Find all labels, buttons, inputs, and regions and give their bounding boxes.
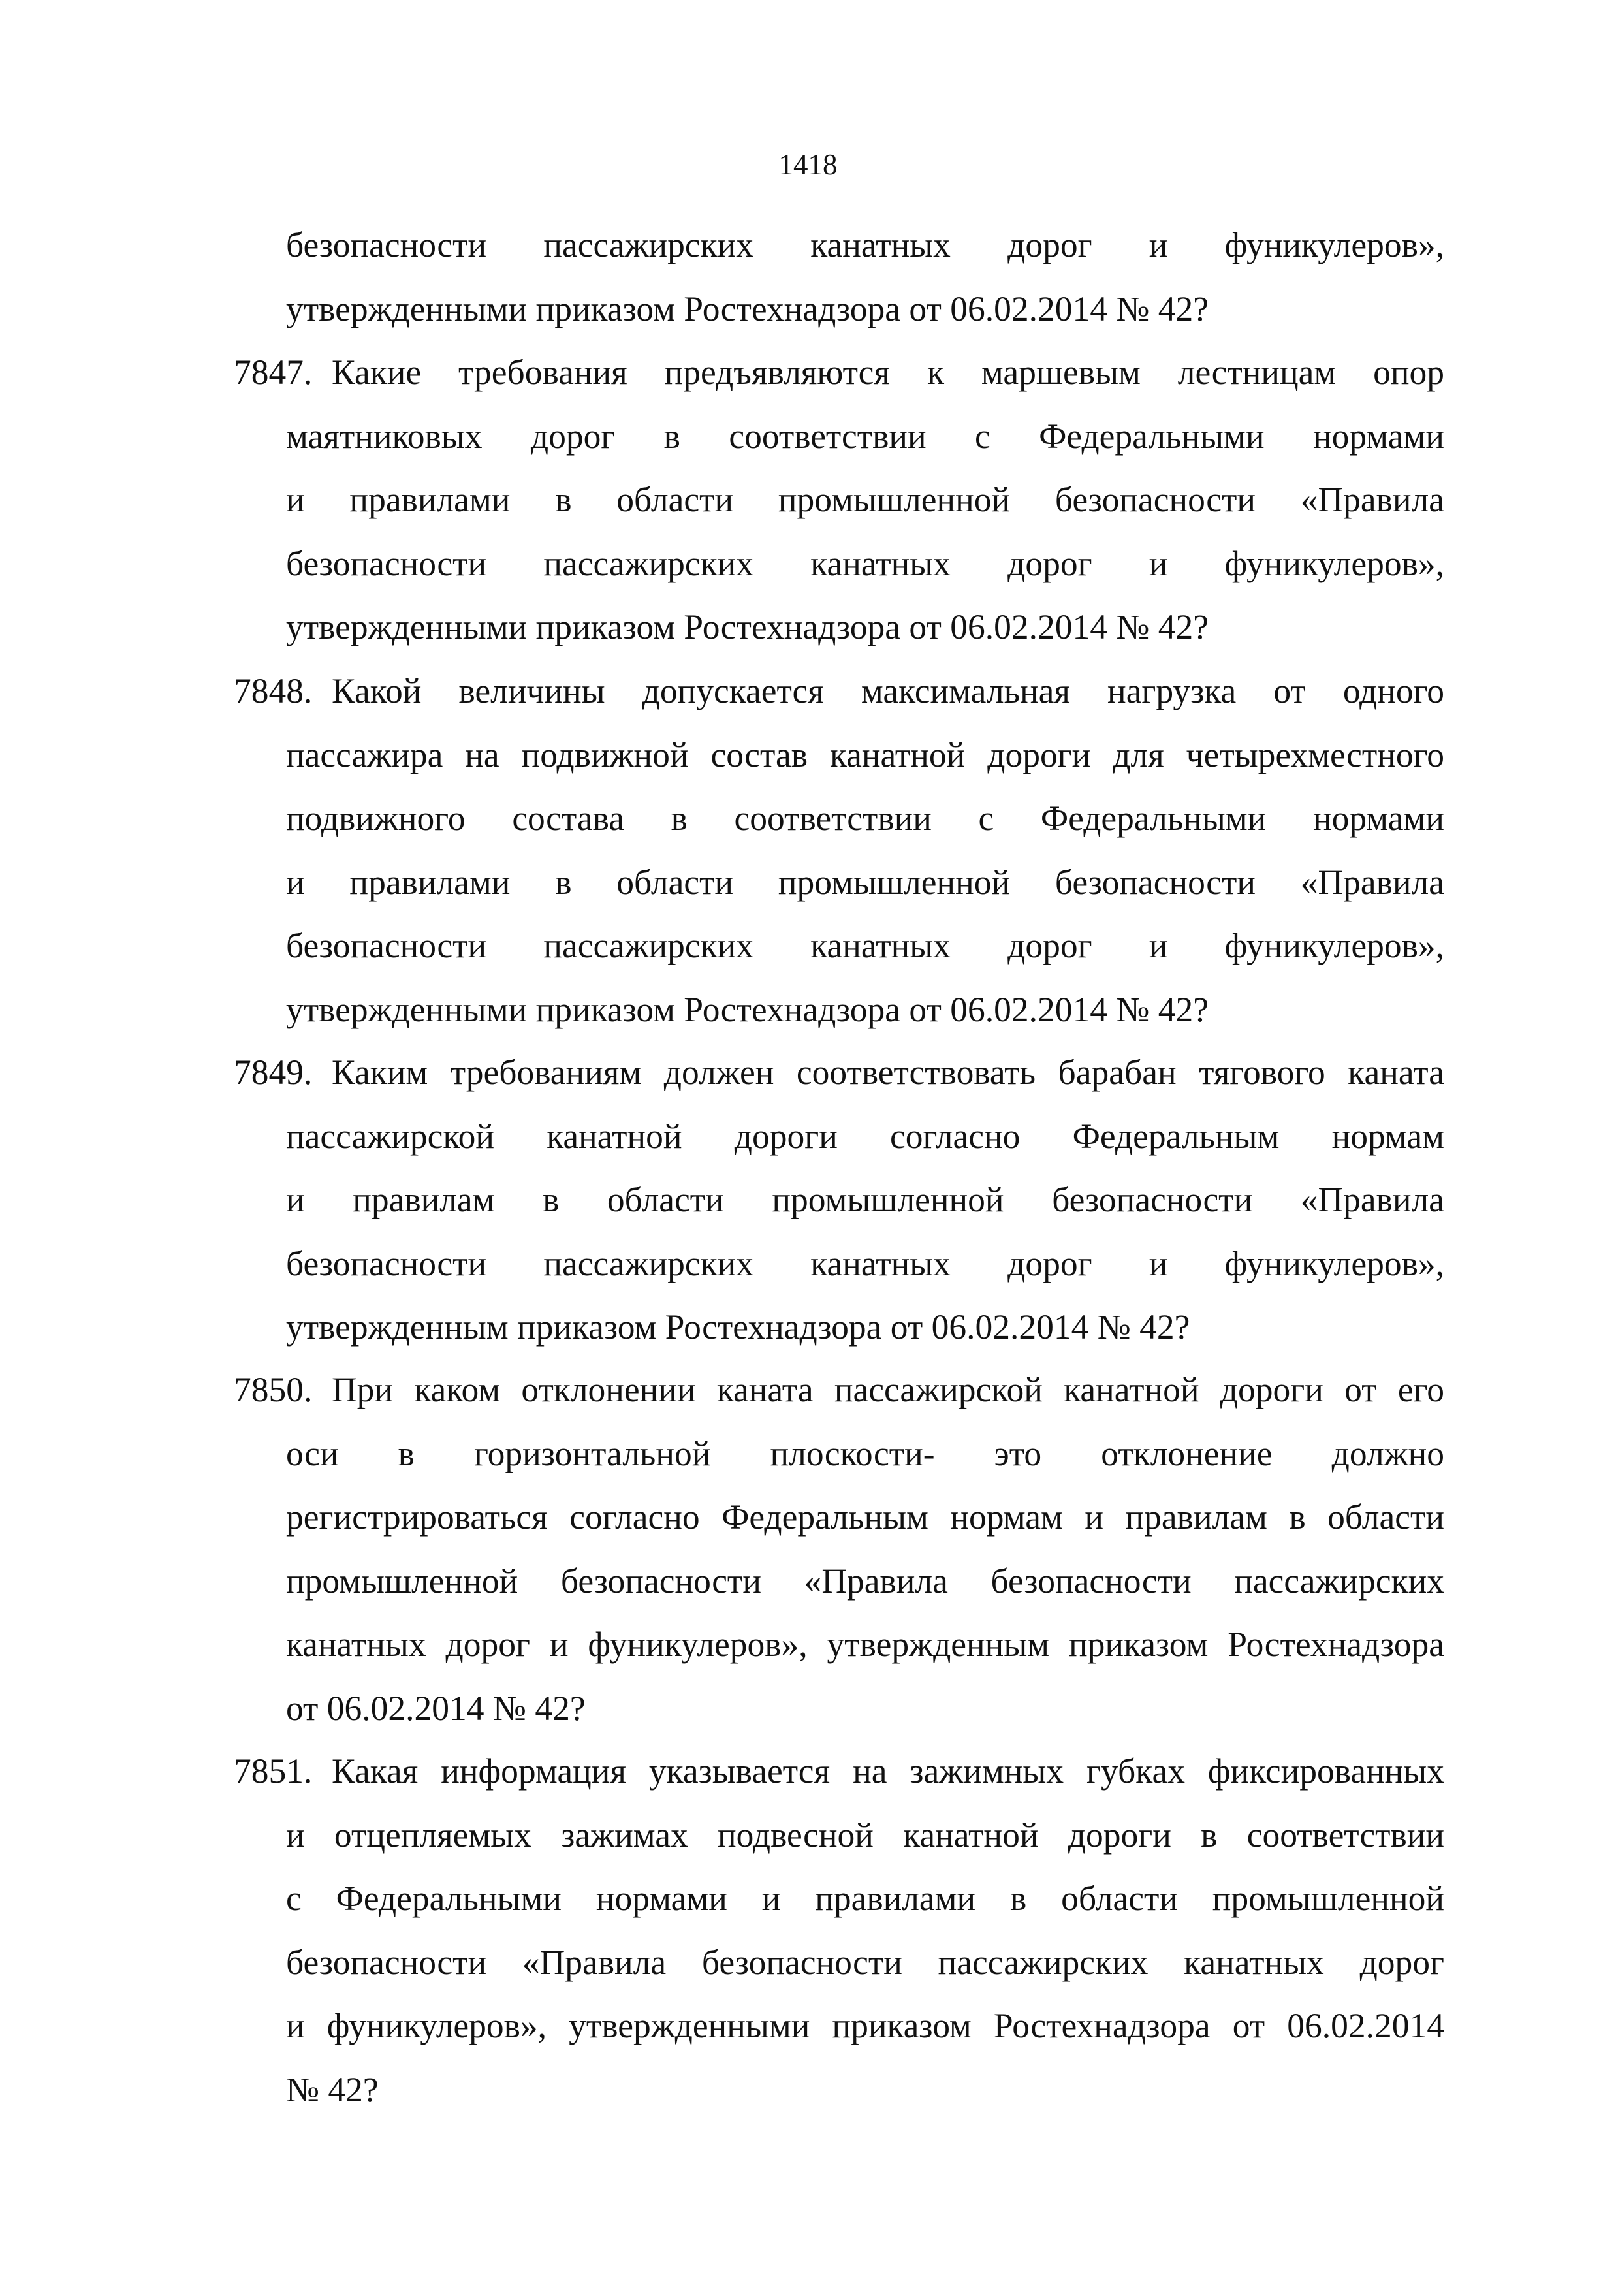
text-line: Каким требованиям должен соответствовать барабан тягового каната	[332, 1053, 1444, 1092]
question-number: 7849.	[234, 1053, 313, 1092]
text-line: подвижного состава в соответствии с Федеральными нормами	[286, 799, 1444, 838]
text-line: утвержденным приказом Ростехнадзора от 06.02.2014 № 42?	[286, 1307, 1190, 1347]
text-line: пассажирской канатной дороги согласно Федеральным нормам	[286, 1116, 1444, 1156]
text-line: № 42?	[286, 2069, 379, 2109]
text-line: от 06.02.2014 № 42?	[286, 1688, 586, 1728]
text-line: и правилами в области промышленной безопасности «Правила	[286, 862, 1444, 902]
text-line: оси в горизонтальной плоскости- это отклонение должно	[286, 1433, 1444, 1473]
text-line: безопасности «Правила безопасности пассажирских канатных дорог	[286, 1942, 1444, 1982]
text-line: промышленной безопасности «Правила безопасности пассажирских	[286, 1561, 1444, 1601]
continuation-text	[286, 214, 1444, 341]
text-line: Какая информация указывается на зажимных губках фиксированных	[332, 1751, 1444, 1791]
text-line: Какие требования предъявляются к маршевым лестницам опор	[332, 353, 1444, 392]
question-number: 7851.	[234, 1751, 313, 1791]
question-item	[234, 1358, 1444, 1740]
question-item	[234, 660, 1444, 1042]
text-line: безопасности пассажирских канатных дорог и фуникулеров»,	[286, 225, 1444, 264]
text-line: и правилами в области промышленной безопасности «Правила	[286, 480, 1444, 519]
question-number: 7847.	[234, 353, 313, 392]
text-line: пассажира на подвижной состав канатной дороги для четырехместного	[286, 735, 1444, 774]
text-line: При каком отклонении каната пассажирской канатной дороги от его	[332, 1370, 1444, 1409]
text-line: утвержденными приказом Ростехнадзора от 06.02.2014 № 42?	[286, 989, 1209, 1029]
text-line: безопасности пассажирских канатных дорог и фуникулеров»,	[286, 926, 1444, 965]
text-line: и отцепляемых зажимах подвесной канатной дороги в соответствии	[286, 1815, 1444, 1855]
question-number: 7848.	[234, 671, 313, 710]
text-line: и фуникулеров», утвержденными приказом Ростехнадзора от 06.02.2014	[286, 2006, 1444, 2045]
page-number: 1418	[778, 148, 838, 181]
text-line: и правилам в области промышленной безопасности «Правила	[286, 1180, 1444, 1219]
text-line: Какой величины допускается максимальная нагрузка от одного	[332, 671, 1444, 710]
text-line: канатных дорог и фуникулеров», утвержденным приказом Ростехнадзора	[286, 1625, 1444, 1664]
text-line: регистрироваться согласно Федеральным нормам и правилам в области	[286, 1497, 1444, 1537]
question-item	[234, 1740, 1444, 2122]
question-item	[234, 1041, 1444, 1360]
text-line: безопасности пассажирских канатных дорог и фуникулеров»,	[286, 1243, 1444, 1283]
text-line: утвержденными приказом Ростехнадзора от 06.02.2014 № 42?	[286, 607, 1209, 646]
text-line: маятниковых дорог в соответствии с Федеральными нормами	[286, 416, 1444, 456]
question-number: 7850.	[234, 1370, 313, 1409]
text-line: безопасности пассажирских канатных дорог и фуникулеров»,	[286, 543, 1444, 583]
text-line: с Федеральными нормами и правилами в области промышленной	[286, 1879, 1444, 1918]
question-item	[234, 341, 1444, 660]
text-line: утвержденными приказом Ростехнадзора от 06.02.2014 № 42?	[286, 289, 1209, 328]
